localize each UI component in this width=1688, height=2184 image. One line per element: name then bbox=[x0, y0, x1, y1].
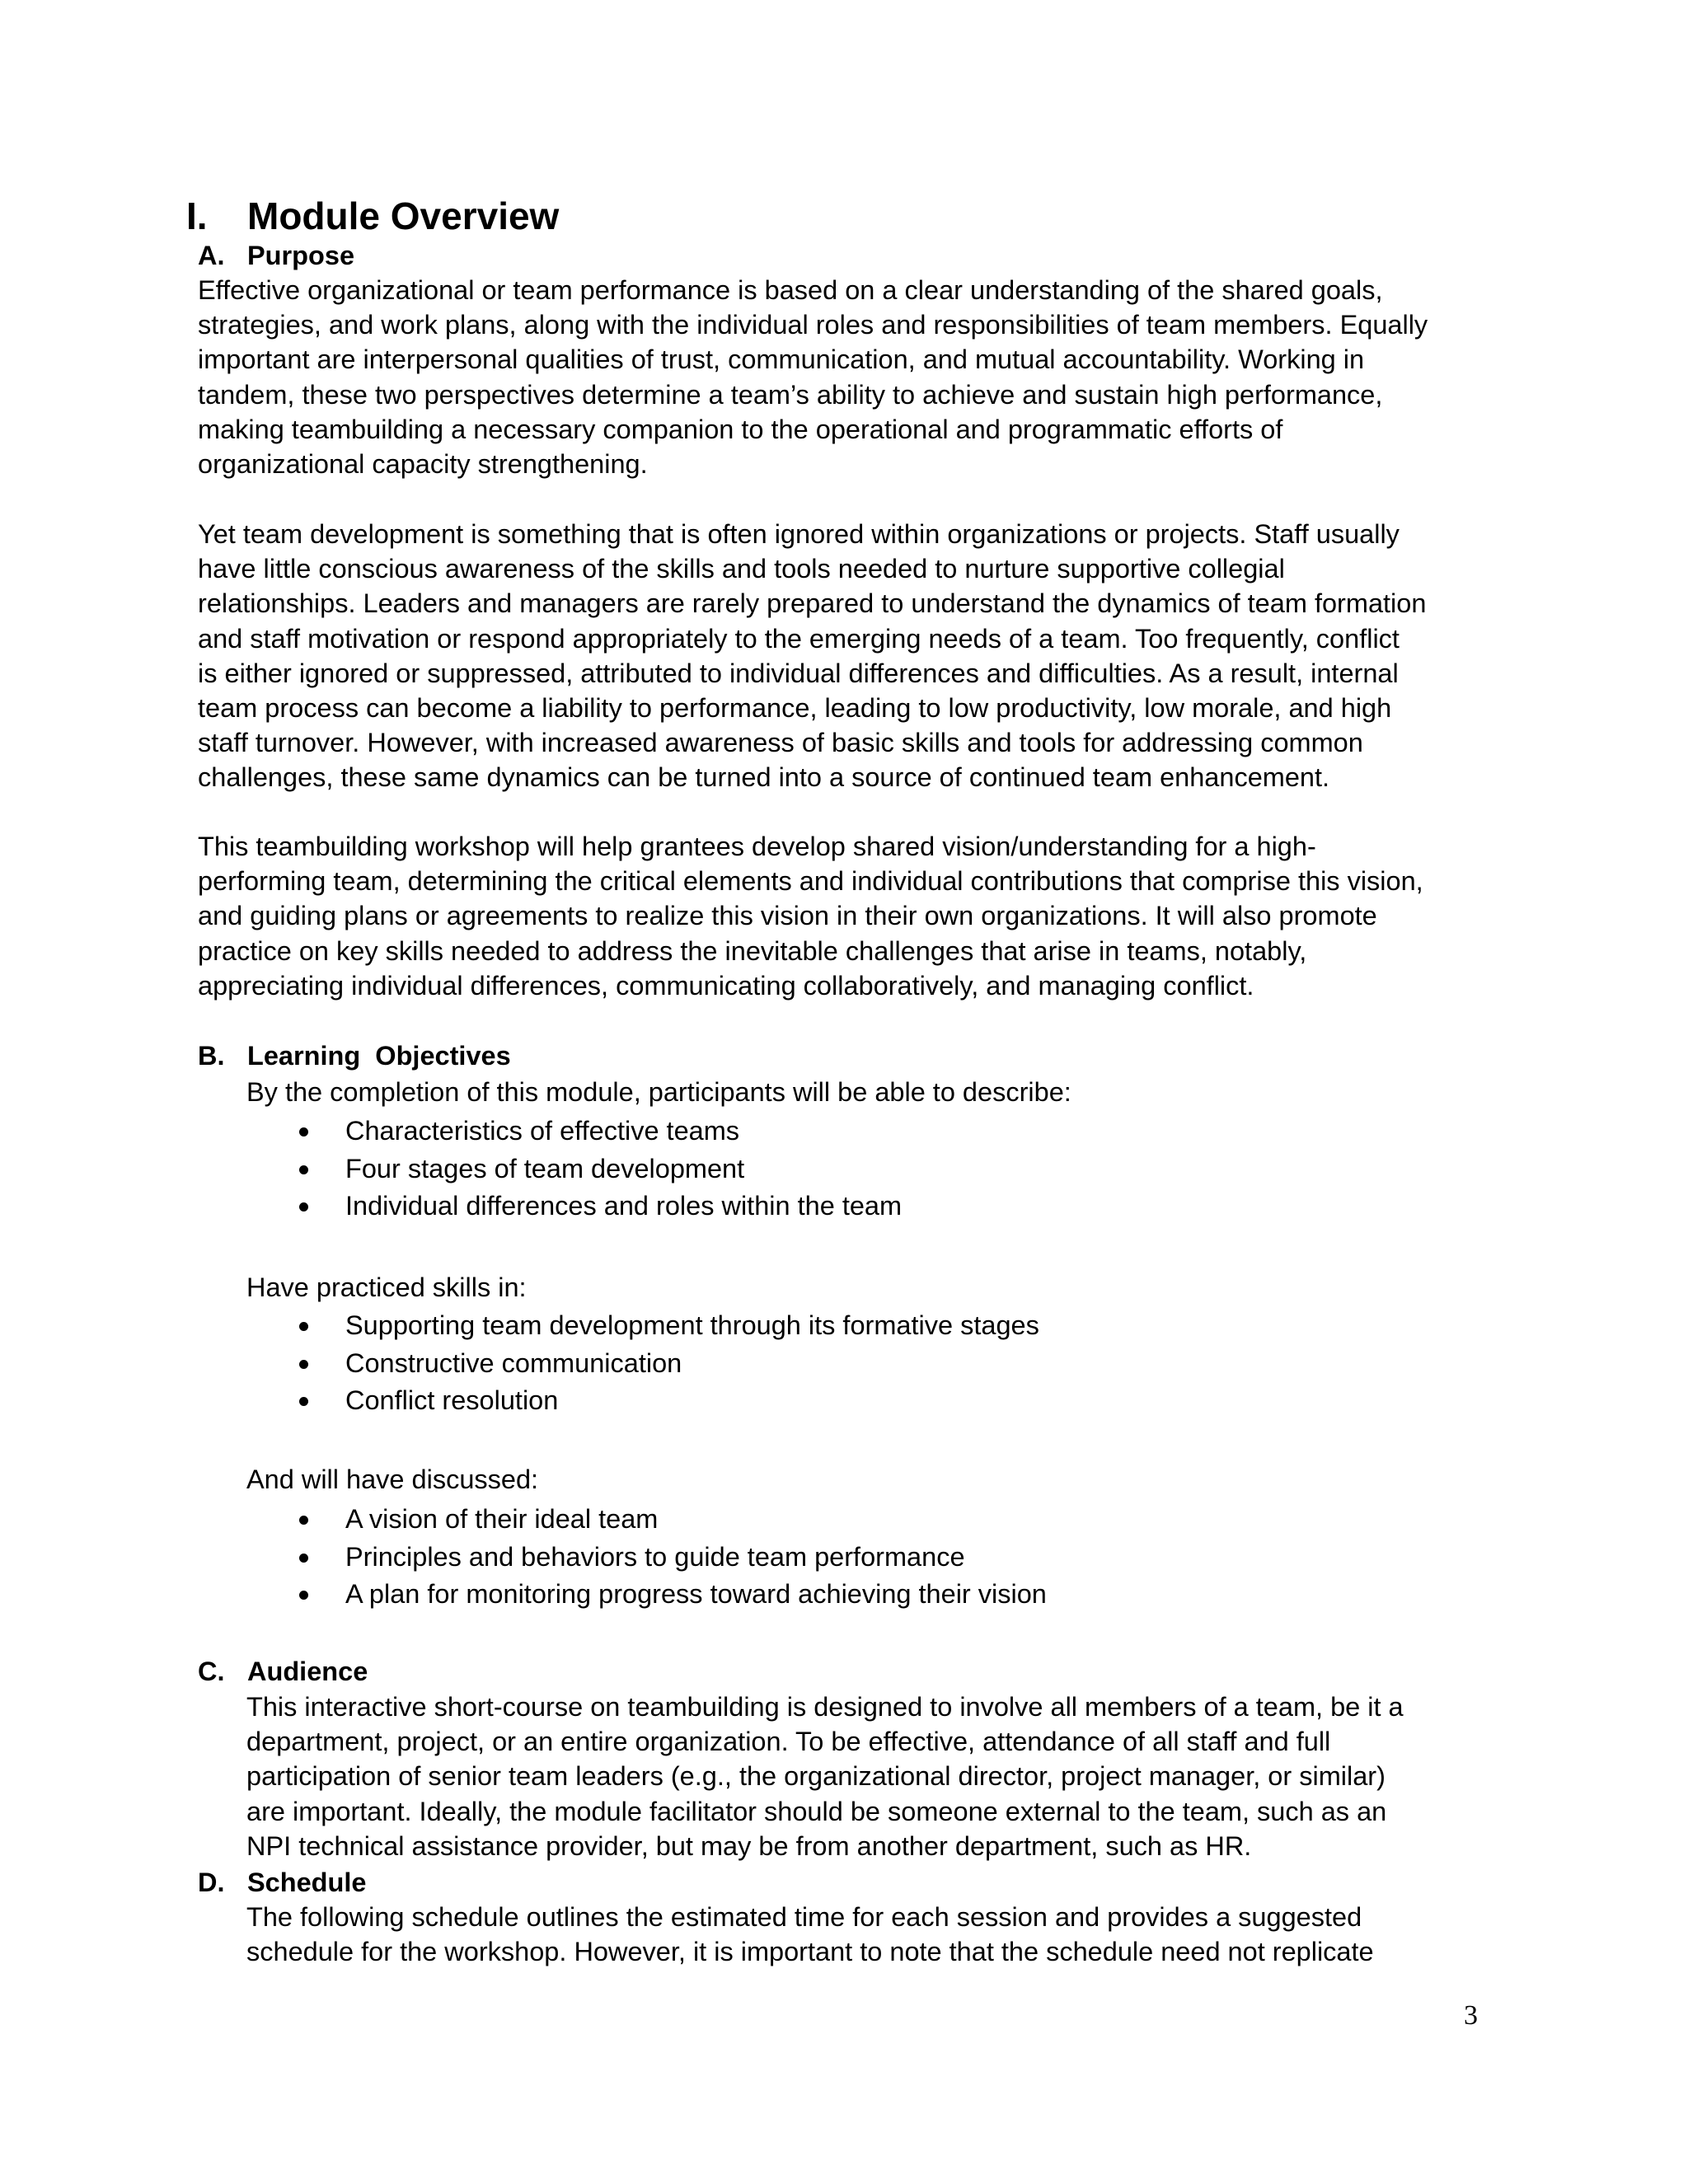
section-title: Schedule bbox=[247, 1868, 367, 1897]
section-heading-audience bbox=[198, 1653, 368, 1690]
purpose-paragraph-3 bbox=[198, 829, 1484, 1003]
list-item: A plan for monitoring progress toward achieving their vision bbox=[297, 1576, 1047, 1614]
module-number: I. bbox=[186, 194, 208, 237]
text-line: department, project, or an entire organization. To be effective, attendance of all staff and full bbox=[246, 1727, 1331, 1757]
text-line: challenges, these same dynamics can be turned into a source of continued team enhancement. bbox=[198, 762, 1330, 793]
list-item: A vision of their ideal team bbox=[297, 1501, 1047, 1539]
text-line: staff turnover. However, with increased awareness of basic skills and tools for addressing common bbox=[198, 728, 1363, 758]
objectives-list-discussed bbox=[297, 1501, 1047, 1614]
text-line: participation of senior team leaders (e.g., the organizational director, project manager, or similar) bbox=[246, 1761, 1386, 1792]
schedule-paragraph bbox=[246, 1900, 1483, 1969]
text-line: NPI technical assistance provider, but may be from another department, such as HR. bbox=[246, 1830, 1252, 1861]
text-line: making teambuilding a necessary companion to the operational and programmatic efforts of bbox=[198, 414, 1283, 444]
text-line: tandem, these two perspectives determine a team’s ability to achieve and sustain high performance, bbox=[198, 379, 1383, 410]
list-item: Constructive communication bbox=[297, 1345, 1039, 1383]
text-line: team process can become a liability to performance, leading to low productivity, low morale, and high bbox=[198, 693, 1392, 724]
purpose-paragraph-2 bbox=[198, 517, 1484, 795]
text-line: Effective organizational or team performance is based on a clear understanding of the shared goals, bbox=[198, 275, 1383, 305]
text-line: performing team, determining the critical elements and individual contributions that comprise this vision, bbox=[198, 866, 1423, 897]
section-letter: A. bbox=[198, 241, 225, 270]
text-line: Yet team development is something that is often ignored within organizations or projects. Staff usually bbox=[198, 519, 1400, 549]
objectives-list-practiced bbox=[297, 1307, 1039, 1420]
section-heading-purpose bbox=[198, 237, 354, 274]
module-title bbox=[186, 191, 559, 241]
list-item: Characteristics of effective teams bbox=[297, 1113, 902, 1151]
module-title-text: Module Overview bbox=[247, 194, 560, 237]
text-line: and staff motivation or respond appropriately to the emerging needs of a team. Too frequently, conflict bbox=[198, 623, 1400, 654]
text-line: This interactive short-course on teambuilding is designed to involve all members of a team, be it a bbox=[246, 1692, 1404, 1722]
text-line: strategies, and work plans, along with the individual roles and responsibilities of team members. Equally bbox=[198, 310, 1428, 340]
text-line: organizational capacity strengthening. bbox=[198, 449, 648, 480]
text-line: The following schedule outlines the estimated time for each session and provides a suggested bbox=[246, 1902, 1362, 1932]
objectives-intro-describe: By the completion of this module, participants will be able to describe: bbox=[246, 1077, 1071, 1107]
text-line: schedule for the workshop. However, it is important to note that the schedule need not replicate bbox=[246, 1937, 1374, 1967]
section-title: Audience bbox=[247, 1657, 368, 1686]
text-line: appreciating individual differences, communicating collaboratively, and managing conflict. bbox=[198, 970, 1254, 1001]
section-letter: D. bbox=[198, 1868, 225, 1897]
text-line: have little conscious awareness of the skills and tools needed to nurture supportive collegial bbox=[198, 554, 1285, 584]
text-line: are important. Ideally, the module facilitator should be someone external to the team, such as an bbox=[246, 1796, 1387, 1826]
text-line: and guiding plans or agreements to realize this vision in their own organizations. It will also promote bbox=[198, 901, 1377, 931]
audience-paragraph bbox=[246, 1690, 1483, 1863]
purpose-paragraph-1 bbox=[198, 273, 1484, 481]
objectives-list-describe bbox=[297, 1113, 902, 1226]
section-title: Learning Objectives bbox=[247, 1041, 511, 1071]
list-item: Principles and behaviors to guide team performance bbox=[297, 1539, 1047, 1577]
section-heading-learning-objectives bbox=[198, 1038, 511, 1074]
text-line: important are interpersonal qualities of trust, communication, and mutual accountability. Working in bbox=[198, 344, 1365, 375]
list-item: Supporting team development through its formative stages bbox=[297, 1307, 1039, 1345]
text-line: relationships. Leaders and managers are rarely prepared to understand the dynamics of team formation bbox=[198, 588, 1427, 619]
list-item: Four stages of team development bbox=[297, 1151, 902, 1188]
objectives-intro-discussed: And will have discussed: bbox=[246, 1465, 539, 1494]
text-line: practice on key skills needed to address the inevitable challenges that arise in teams, notably, bbox=[198, 935, 1307, 966]
section-letter: C. bbox=[198, 1657, 225, 1686]
objectives-intro-practiced: Have practiced skills in: bbox=[246, 1272, 527, 1302]
text-line: This teambuilding workshop will help grantees develop shared vision/understanding for a high- bbox=[198, 832, 1316, 861]
page-number: 3 bbox=[1464, 2000, 1478, 2031]
list-item: Conflict resolution bbox=[297, 1382, 1039, 1420]
list-item: Individual differences and roles within the team bbox=[297, 1188, 902, 1226]
section-letter: B. bbox=[198, 1041, 225, 1071]
section-title: Purpose bbox=[247, 241, 355, 270]
text-line: is either ignored or suppressed, attributed to individual differences and difficulties. As a result, internal bbox=[198, 658, 1399, 688]
section-heading-schedule bbox=[198, 1864, 367, 1900]
